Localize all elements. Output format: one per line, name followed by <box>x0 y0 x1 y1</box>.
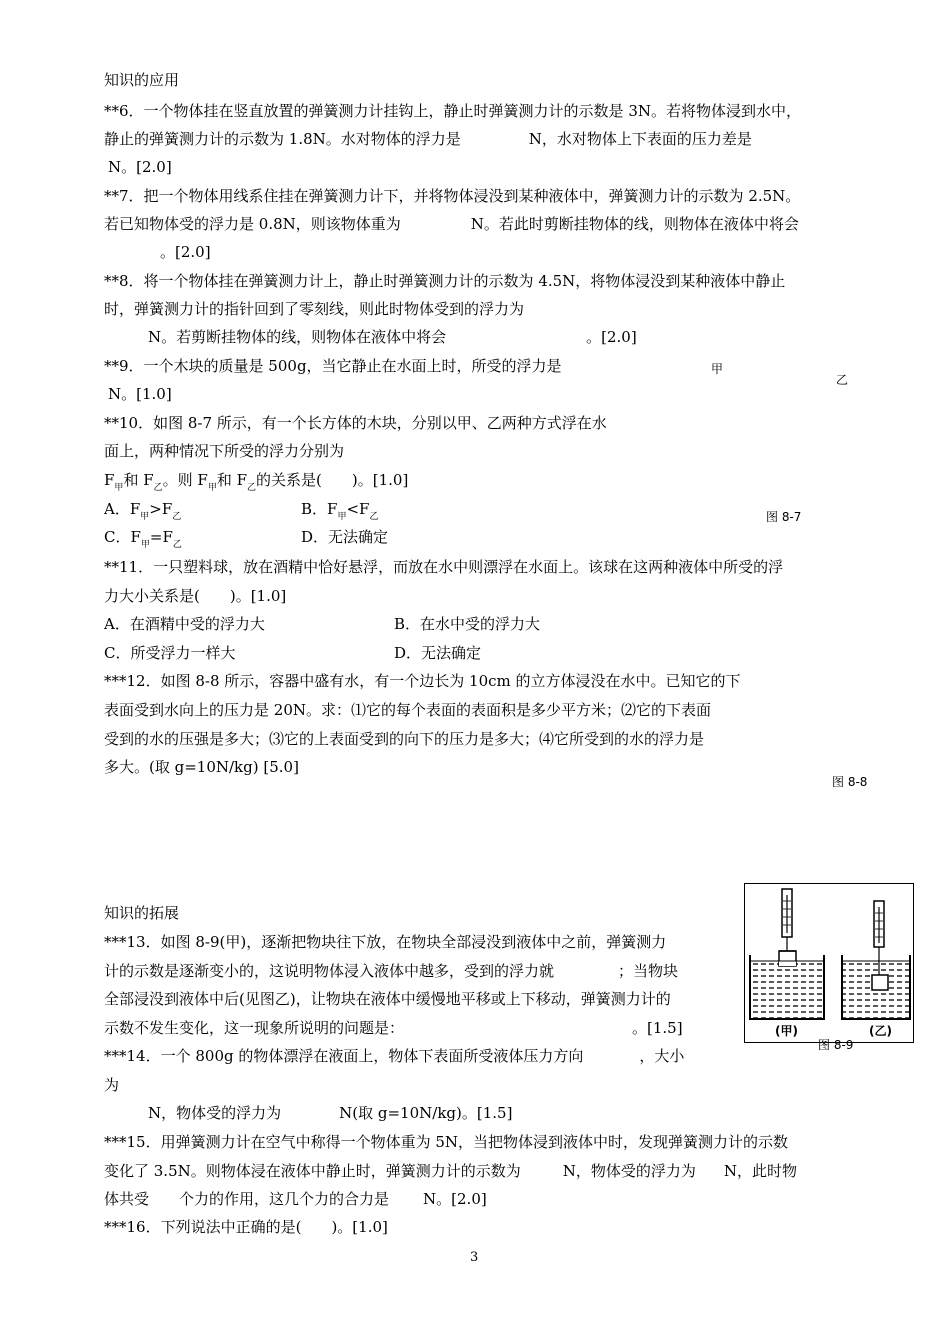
q10-option-d: D．无法确定 <box>301 528 389 546</box>
q10-line3: $F_甲$和 $F_乙$。则 $F_甲$和 $F_乙$的关系是( )。[1.0] <box>104 471 409 493</box>
q7-line3 <box>104 242 211 262</box>
fig89-label-jia: (甲) <box>775 1024 798 1038</box>
q13-text-d: 。[1.5] <box>632 1019 683 1037</box>
q14-line2: 为 <box>104 1076 120 1094</box>
q14-line1 <box>104 1046 684 1066</box>
q10-line2: 面上，两种情况下所受的浮力分别为 <box>104 442 345 460</box>
q16-line1: ***16．下列说法中正确的是( )。[1.0] <box>104 1218 388 1236</box>
q15-text-c: N，此时物 <box>723 1162 798 1180</box>
fig87-label-yi: 乙 <box>836 373 849 387</box>
q15-text-a: 变化了 3.5N。则物体浸在液体中静止时，弹簧测力计的示数为 <box>104 1162 521 1180</box>
q13-line2 <box>104 961 678 981</box>
q15-text-f: N。[2.0] <box>423 1190 487 1208</box>
q6-line2 <box>104 129 752 149</box>
q8-text-a: N。若剪断挂物体的线，则物体在液体中将会 <box>148 328 447 346</box>
q8-line3 <box>104 327 637 347</box>
figure-8-9 <box>744 883 914 1043</box>
fig89-label-yi: (乙) <box>869 1024 892 1038</box>
q13-text-b: ；当物块 <box>618 962 679 980</box>
q7-line2 <box>104 214 799 234</box>
q11-line1: **11．一只塑料球，放在酒精中恰好悬浮，而放在水中则漂浮在水面上。该球在这两种液体中所受的浮 <box>104 558 784 576</box>
q13-line1: ***13．如图 8-9(甲)，逐渐把物块往下放，在物块全部浸没到液体中之前，弹簧测力 <box>104 933 667 951</box>
q12-line4: 多大。(取 g=10N/kg) [5.0] <box>104 758 299 776</box>
section-heading-extension: 知识的拓展 <box>104 904 180 922</box>
q12-line3: 受到的水的压强是多大；⑶它的上表面受到的向下的压力是多大；⑷它所受到的水的浮力是 <box>104 730 705 748</box>
q6-text-a: 静止的弹簧测力计的示数为 1.8N。水对物体的浮力是 <box>104 130 461 148</box>
q10-option-a: A．$F_甲>F_乙$ <box>104 500 182 522</box>
q15-line1: ***15．用弹簧测力计在空气中称得一个物体重为 5N，当把物体浸到液体中时，发现弹簧测力计的示数 <box>104 1133 789 1151</box>
q13-line3: 全部浸没到液体中后(见图乙)，让物块在液体中缓慢地平移或上下移动，弹簧测力计的 <box>104 990 671 1008</box>
fig87-label-jia: 甲 <box>711 362 724 376</box>
page-number: 3 <box>470 1250 479 1265</box>
q12-line1: ***12．如图 8-8 所示，容器中盛有水，有一个边长为 10cm 的立方体浸没在水中。已知它的下 <box>104 672 741 690</box>
q11-option-c: C．所受浮力一样大 <box>104 644 236 662</box>
q14-text-d: N(取 g=10N/kg)。[1.5] <box>339 1104 513 1122</box>
q11-line2: 力大小关系是( )。[1.0] <box>104 587 287 605</box>
q13-text-a: 计的示数是逐渐变小的，这说明物体浸入液体中越多，受到的浮力就 <box>104 962 555 980</box>
q6-text-c: N。[2.0] <box>108 158 172 176</box>
fig87-caption: 图 8-7 <box>766 510 802 524</box>
q9-text-b: N。[1.0] <box>108 385 172 403</box>
q7-text-b: N。若此时剪断挂物体的线，则物体在液体中将会 <box>470 215 799 233</box>
q12-line2: 表面受到水向上的压力是 20N。求：⑴它的每个表面的表面积是多少平方米；⑵它的下表面 <box>104 701 711 719</box>
q6-line1: **6．一个物体挂在竖直放置的弹簧测力计挂钩上，静止时弹簧测力计的示数是 3N。若将物体浸到水中， <box>104 102 801 120</box>
q13-line4 <box>104 1018 683 1038</box>
q14-line3 <box>104 1103 512 1123</box>
q15-line3 <box>104 1189 487 1209</box>
fig89-caption: 图 8-9 <box>818 1038 854 1052</box>
q15-text-e: 个力的作用，这几个力的合力是 <box>179 1190 390 1208</box>
q10-line1: **10．如图 8-7 所示，有一个长方体的木块，分别以甲、乙两种方式浮在水 <box>104 414 607 432</box>
q13-text-c: 示数不发生变化，这一现象所说明的问题是： <box>104 1019 405 1037</box>
q11-option-a: A．在酒精中受的浮力大 <box>104 615 265 633</box>
q15-text-d: 体共受 <box>104 1190 150 1208</box>
q10-option-b: B．$F_甲<F_乙$ <box>301 500 379 522</box>
q8-line2: 时，弹簧测力计的指针回到了零刻线，则此时物体受到的浮力为 <box>104 300 525 318</box>
q7-line1: **7．把一个物体用线系住挂在弹簧测力计下，并将物体浸没到某种液体中，弹簧测力计的示数为 2.5N。 <box>104 187 801 205</box>
q15-text-b: N，物体受的浮力为 <box>562 1162 696 1180</box>
fig88-caption: 图 8-8 <box>832 775 868 789</box>
q14-text-c: N，物体受的浮力为 <box>148 1104 282 1122</box>
q9-line2 <box>104 384 172 404</box>
q10-option-c: C．$F_甲=F_乙$ <box>104 528 182 550</box>
q15-line2 <box>104 1161 797 1181</box>
q14-text-b: ，大小 <box>639 1047 685 1065</box>
q6-line3 <box>104 157 172 177</box>
q7-text-c: 。[2.0] <box>160 243 211 261</box>
q9-line1: **9．一个木块的质量是 500g，当它静止在水面上时，所受的浮力是 <box>104 357 562 375</box>
q7-text-a: 若已知物体受的浮力是 0.8N，则该物体重为 <box>104 215 401 233</box>
q14-text-a: ***14．一个 800g 的物体漂浮在液面上，物体下表面所受液体压力方向 <box>104 1047 584 1065</box>
section-heading-application: 知识的应用 <box>104 71 180 89</box>
q8-text-b: 。[2.0] <box>586 328 637 346</box>
q11-option-b: B．在水中受的浮力大 <box>394 615 541 633</box>
q6-text-b: N，水对物体上下表面的压力差是 <box>528 130 752 148</box>
q8-line1: **8．将一个物体挂在弹簧测力计上，静止时弹簧测力计的示数为 4.5N，将物体浸没到某种液体中静止 <box>104 272 786 290</box>
q11-option-d: D．无法确定 <box>394 644 482 662</box>
